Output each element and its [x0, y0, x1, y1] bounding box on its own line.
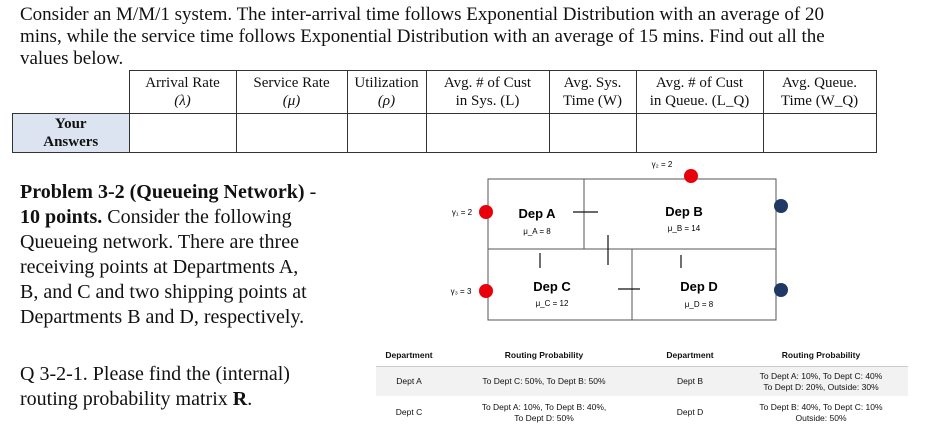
problem-line-4: receiving points at Departments A,	[20, 256, 299, 278]
routing-header-prob-right: Routing Probability	[734, 344, 908, 367]
problem-points-line: 10 points. Consider the following	[20, 206, 292, 228]
header-service-rate: Service Rate (μ)	[236, 71, 347, 114]
problem-line-5: B, and C and two shipping points at	[20, 281, 307, 303]
header-avg-sys-time: Avg. Sys. Time (W)	[549, 71, 636, 114]
routing-header-prob-left: Routing Probability	[442, 344, 646, 367]
routing-row	[376, 367, 908, 397]
answer-table	[12, 70, 877, 153]
answer-cell-service-rate[interactable]	[236, 114, 347, 153]
routing-dept-a: Dept A	[376, 367, 442, 397]
routing-row	[376, 396, 908, 429]
routing-dept-d: Dept D	[676, 407, 704, 417]
answer-cell-avg-sys-time[interactable]	[549, 114, 636, 153]
answer-cell-avg-cust-in-queue[interactable]	[636, 114, 763, 153]
arrival-point-a	[479, 205, 493, 219]
routing-prob-b: To Dept A: 10%, To Dept C: 40% To Dept D: 20%, Outside: 30%	[734, 367, 908, 397]
routing-header-row	[376, 344, 908, 367]
gamma3-label: γ₃ = 3	[450, 287, 472, 296]
answer-cell-utilization[interactable]	[347, 114, 426, 153]
intro-line-1: Consider an M/M/1 system. The inter-arrival time follows Exponential Distribution with an average of 20	[20, 4, 824, 25]
corner-cell	[13, 71, 130, 114]
routing-prob-a: To Dept C: 50%, To Dept B: 50%	[442, 367, 646, 397]
problem-statement	[20, 180, 370, 330]
dep-a-label: Dep A	[518, 206, 556, 221]
dep-d-label: Dep D	[680, 279, 718, 294]
answer-table-header-row	[13, 71, 877, 114]
exit-point-b	[774, 199, 788, 213]
gamma2-label: γ₂ = 2	[651, 160, 673, 169]
routing-probability-table	[376, 344, 908, 429]
answer-cell-avg-cust-in-sys[interactable]	[426, 114, 549, 153]
dep-b-label: Dep B	[665, 204, 703, 219]
arrival-point-c	[479, 284, 493, 298]
routing-header-dept-right: Department	[646, 344, 734, 367]
intro-paragraph	[20, 4, 920, 70]
queueing-network-diagram	[380, 155, 800, 335]
gamma1-label: γ₁ = 2	[451, 208, 473, 217]
header-utilization: Utilization (ρ)	[347, 71, 426, 114]
arrival-point-b	[684, 169, 698, 183]
header-avg-queue-time: Avg. Queue. Time (W_Q)	[763, 71, 876, 114]
routing-prob-d: To Dept B: 40%, To Dept C: 10% Outside: 50%	[759, 401, 883, 423]
routing-header-dept-left: Department	[376, 344, 442, 367]
question-line-2: routing probability matrix R.	[20, 388, 253, 410]
problem-line-6: Departments B and D, respectively.	[20, 306, 305, 328]
routing-dept-b: Dept B	[646, 367, 734, 397]
your-answers-label: Your Answers	[13, 114, 130, 153]
question-line-1: Q 3-2-1. Please find the (internal)	[20, 363, 290, 385]
header-avg-cust-in-sys: Avg. # of Cust in Sys. (L)	[426, 71, 549, 114]
mu-b-label: μ_B = 14	[667, 224, 701, 233]
mu-a-label: μ_A = 8	[523, 227, 551, 236]
answer-cell-arrival-rate[interactable]	[129, 114, 236, 153]
intro-line-3: values below.	[20, 48, 124, 69]
mu-c-label: μ_C = 12	[535, 299, 569, 308]
routing-dept-c: Dept C	[395, 407, 423, 417]
problem-line-3: Queueing network. There are three	[20, 231, 299, 253]
routing-prob-c: To Dept A: 10%, To Dept B: 40%, To Dept D: 50%	[481, 401, 607, 423]
header-avg-cust-in-queue: Avg. # of Cust in Queue. (L_Q)	[636, 71, 763, 114]
header-arrival-rate: Arrival Rate (λ)	[129, 71, 236, 114]
question-3-2-1	[20, 362, 370, 412]
answer-table-row	[13, 114, 877, 153]
exit-point-d	[774, 283, 788, 297]
answer-cell-avg-queue-time[interactable]	[763, 114, 876, 153]
problem-title-line: Problem 3-2 (Queueing Network) -	[20, 181, 317, 203]
mu-d-label: μ_D = 8	[684, 300, 714, 309]
dep-c-label: Dep C	[533, 279, 571, 294]
intro-line-2: mins, while the service time follows Exponential Distribution with an average of 15 mins. Find out all the	[20, 26, 825, 47]
